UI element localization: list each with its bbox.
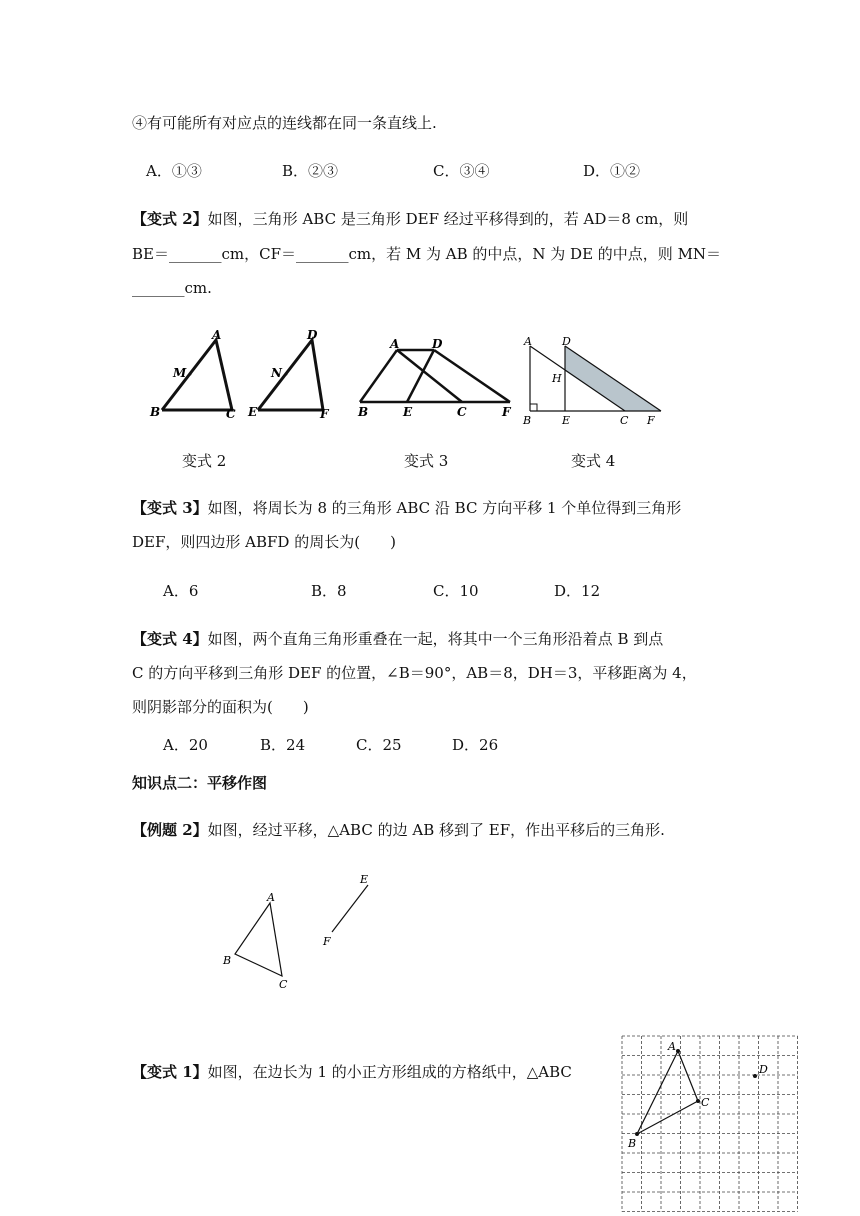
caption-variant3: 变式 3 — [404, 452, 449, 470]
label-a: A — [668, 1040, 676, 1053]
label-c: C — [620, 414, 629, 427]
example2-tag: 【例题 2】 — [132, 821, 208, 839]
label-c: C — [457, 405, 467, 419]
figure-variant3 — [352, 330, 522, 422]
variant1b-line: 【变式 1】如图，在边长为 1 的小正方形组成的方格纸中，△ABC — [132, 1063, 572, 1081]
label-d: D — [432, 337, 443, 351]
label-c: C — [701, 1096, 710, 1109]
example2-line: 【例题 2】如图，经过平移，△ABC 的边 AB 移到了 EF，作出平移后的三角形. — [132, 821, 665, 839]
variant2-tag: 【变式 2】 — [132, 210, 208, 228]
label-e: E — [360, 873, 369, 886]
variant2-line2: BE＝_______cm，CF＝_______cm，若 M 为 AB 的中点，N 为 DE 的中点，则 MN＝ — [132, 245, 722, 263]
variant1b-tag: 【变式 1】 — [132, 1063, 208, 1081]
variant3-option-d: D．12 — [554, 582, 601, 600]
figure-grid — [620, 1034, 800, 1216]
option-b: B．②③ — [282, 162, 339, 180]
statement-4: ④有可能所有对应点的连线都在同一条直线上. — [132, 114, 437, 132]
label-b: B — [523, 414, 532, 427]
section-title: 知识点二：平移作图 — [132, 774, 268, 792]
variant4-option-d: D．26 — [452, 736, 499, 754]
label-d: D — [307, 328, 318, 342]
variant4-option-c: C．25 — [356, 736, 402, 754]
variant3-option-b: B．8 — [311, 582, 347, 600]
label-b: B — [628, 1137, 637, 1150]
variant4-option-a: A．20 — [163, 736, 208, 754]
variant4-tag: 【变式 4】 — [132, 630, 208, 648]
label-b: B — [223, 954, 232, 967]
variant2-line3: _______cm. — [132, 279, 212, 297]
caption-variant2: 变式 2 — [182, 452, 227, 470]
label-f: F — [323, 935, 331, 948]
label-c: C — [226, 407, 236, 421]
label-h: H — [552, 372, 562, 385]
variant4-line1: 【变式 4】如图，两个直角三角形重叠在一起，将其中一个三角形沿着点 B 到点 — [132, 630, 664, 648]
label-e: E — [562, 414, 571, 427]
label-a: A — [390, 337, 400, 351]
label-f: F — [320, 407, 329, 421]
label-f: F — [502, 405, 511, 419]
label-n: N — [271, 366, 282, 380]
label-c: C — [279, 978, 288, 991]
variant3-line2: DEF，则四边形 ABFD 的周长为( ) — [132, 533, 396, 551]
label-a: A — [212, 328, 222, 342]
option-c: C．③④ — [433, 162, 490, 180]
label-e: E — [403, 405, 413, 419]
variant4-line2: C 的方向平移到三角形 DEF 的位置，∠B＝90°，AB＝8，DH＝3，平移距离为 4， — [132, 664, 697, 682]
variant3-option-a: A．6 — [163, 582, 199, 600]
label-e: E — [248, 405, 258, 419]
label-b: B — [358, 405, 369, 419]
option-d: D．①② — [583, 162, 641, 180]
figure-variant4 — [518, 334, 668, 428]
variant3-line1: 【变式 3】如图，将周长为 8 的三角形 ABC 沿 BC 方向平移 1 个单位得到三角形 — [132, 499, 682, 517]
label-d: D — [562, 335, 571, 348]
label-a: A — [524, 335, 532, 348]
figure-variant2 — [140, 325, 345, 425]
caption-variant4: 变式 4 — [571, 452, 616, 470]
label-b: B — [150, 405, 161, 419]
figure-example2 — [215, 870, 385, 995]
option-a: A．①③ — [146, 162, 202, 180]
variant4-option-b: B．24 — [260, 736, 306, 754]
label-d: D — [759, 1063, 768, 1076]
label-a: A — [267, 891, 275, 904]
label-f: F — [647, 414, 655, 427]
variant3-tag: 【变式 3】 — [132, 499, 208, 517]
variant4-line3: 则阴影部分的面积为( ) — [132, 698, 309, 716]
label-m: M — [173, 366, 187, 380]
variant2-line1: 【变式 2】如图，三角形 ABC 是三角形 DEF 经过平移得到的，若 AD＝8 cm，则 — [132, 210, 689, 228]
variant3-option-c: C．10 — [433, 582, 479, 600]
